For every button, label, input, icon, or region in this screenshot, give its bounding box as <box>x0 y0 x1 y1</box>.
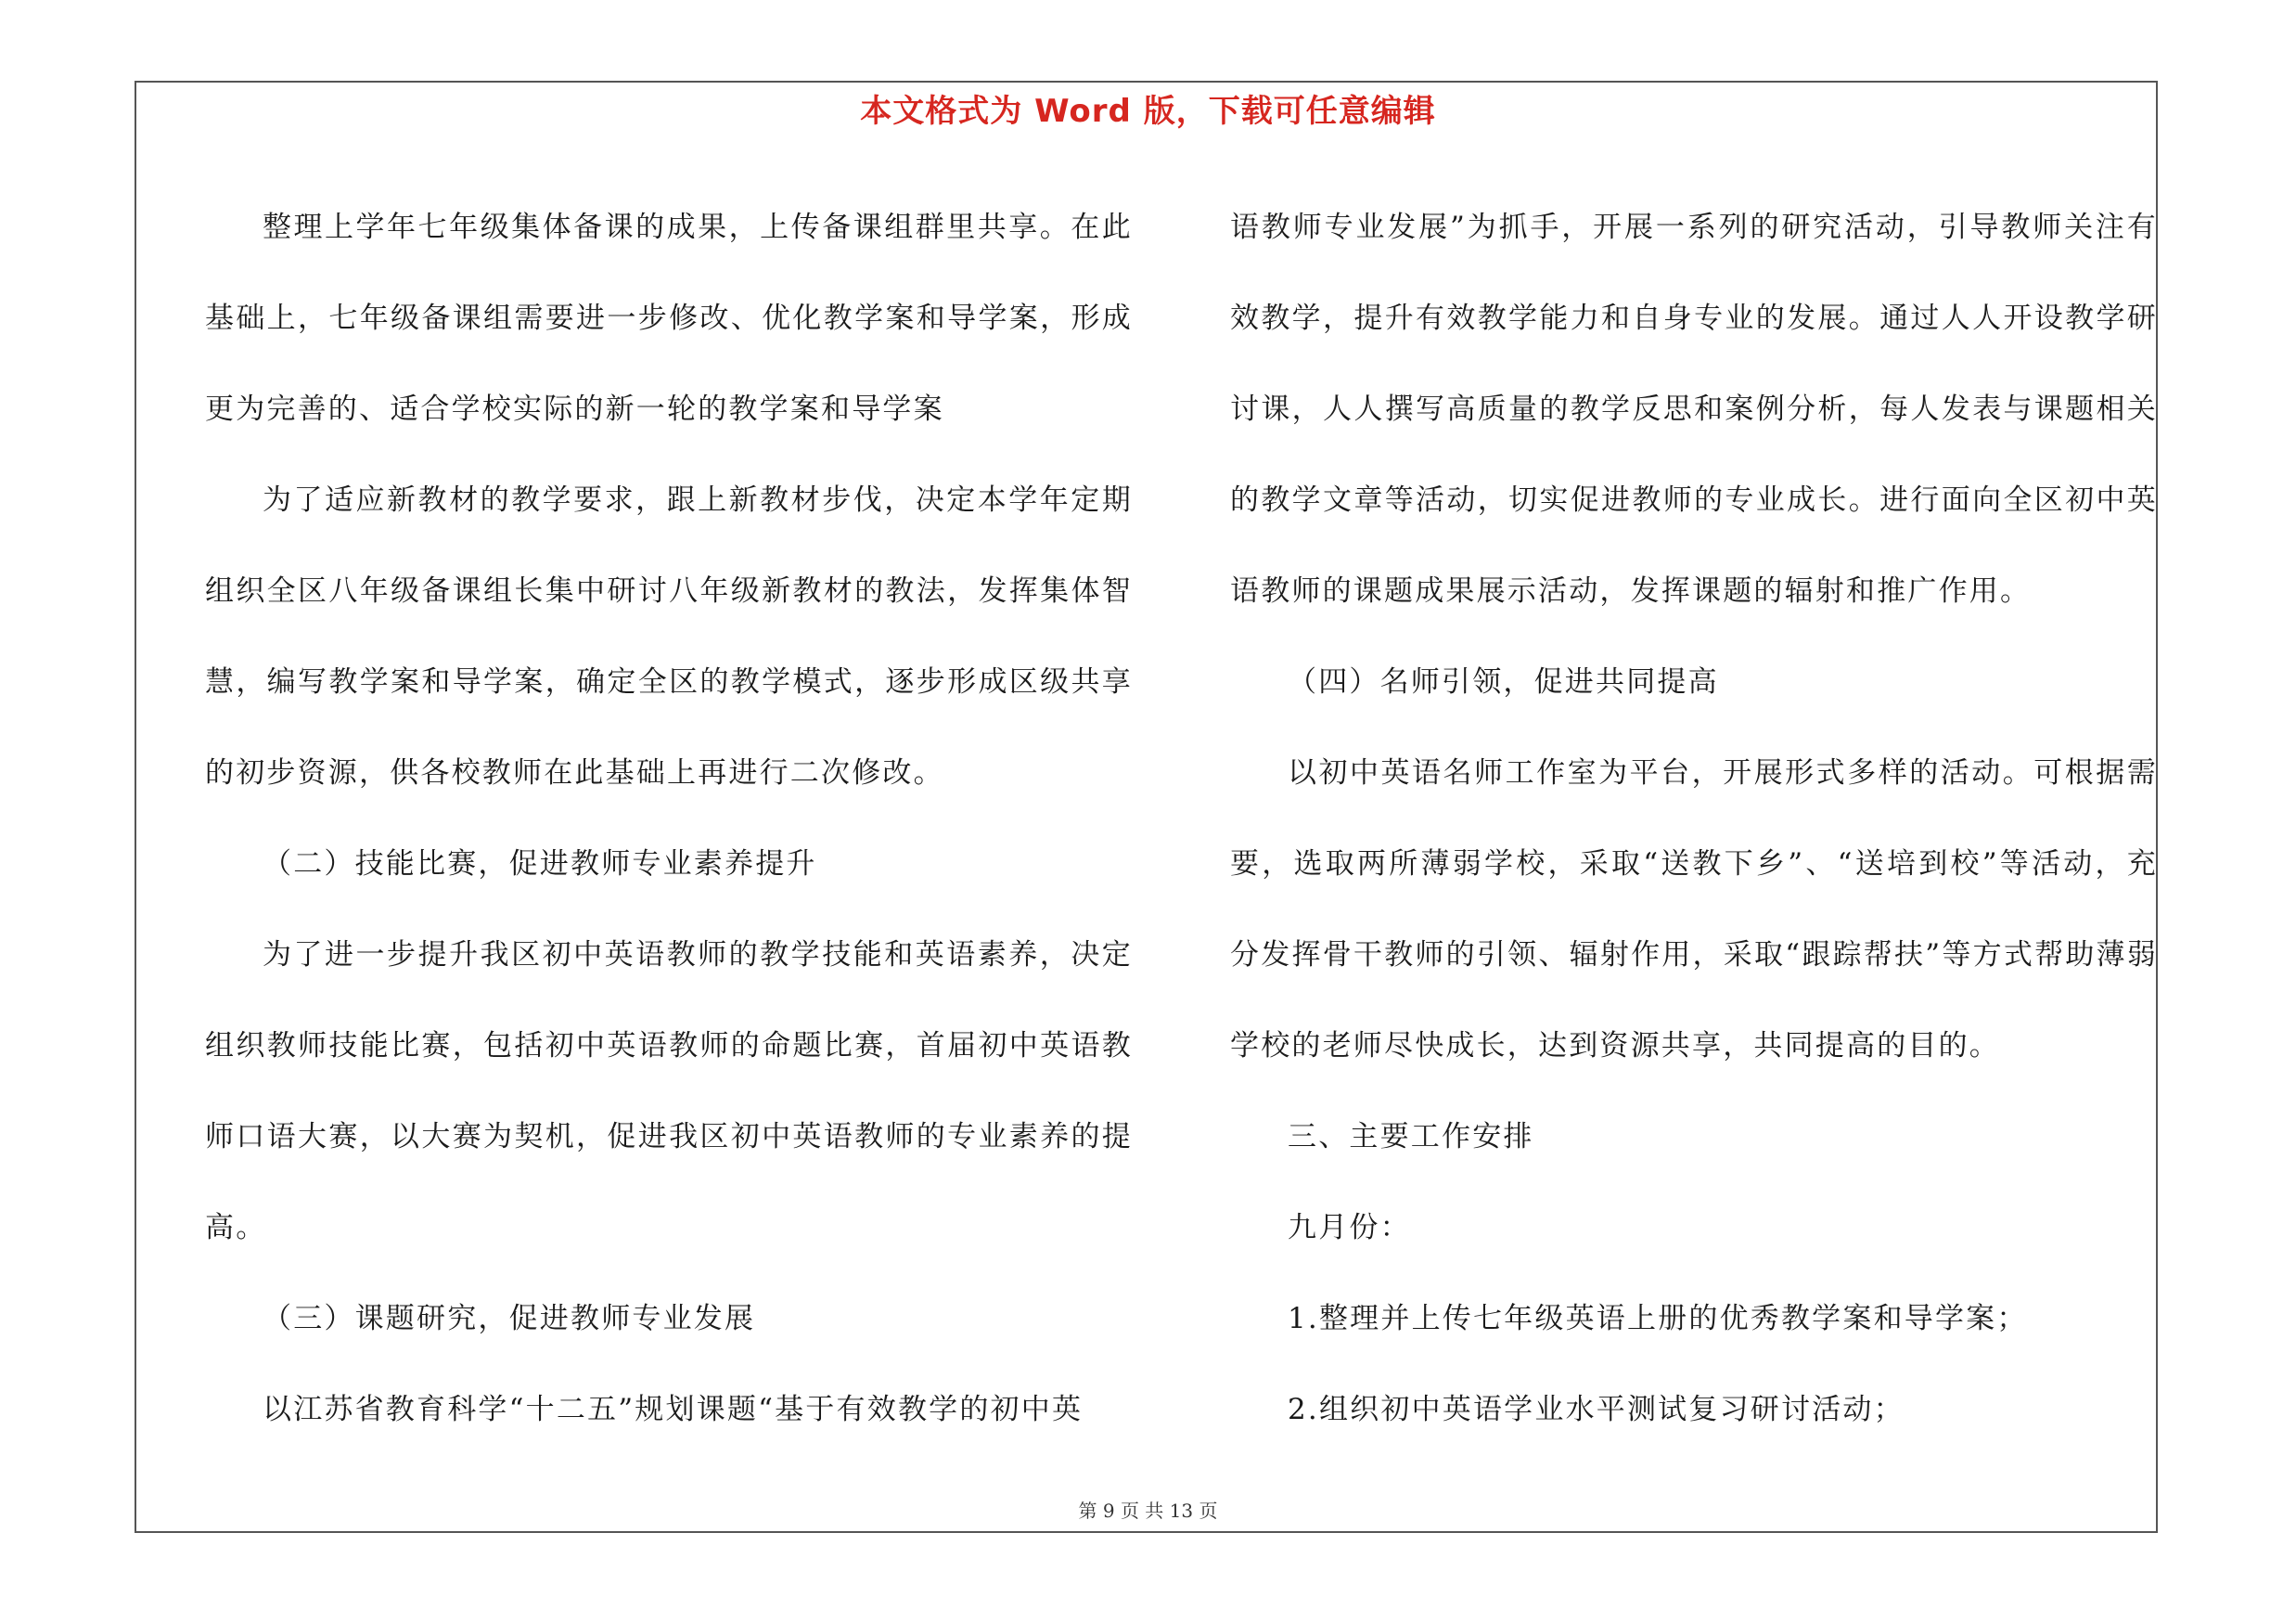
paragraph: 整理上学年七年级集体备课的成果，上传备课组群里共享。在此基础上，七年级备课组需要进一步修改、优化教学案和导学案，形成更为完善的、适合学校实际的新一轮的教学案和导学案 <box>205 211 1133 426</box>
paragraph: 以江苏省教育科学“十二五”规划课题“基于有效教学的初中英 <box>263 1393 1084 1426</box>
paragraph: 为了适应新教材的教学要求，跟上新教材步伐，决定本学年定期组织全区八年级备课组长集中研讨八年级新教材的教法，发挥集体智慧，编写教学案和导学案，确定全区的教学模式，逐步形成区级共享的初步资源，供各校教师在此基础上再进行二次修改。 <box>205 483 1133 790</box>
section-heading: （四）名师引领，促进共同提高 <box>1288 665 1719 699</box>
section-heading: 三、主要工作安排 <box>1288 1120 1534 1153</box>
right-column <box>1230 182 2158 1455</box>
paragraph: 为了进一步提升我区初中英语教师的教学技能和英语素养，决定组织教师技能比赛，包括初中英语教师的命题比赛，首届初中英语教师口语大赛，以大赛为契机，促进我区初中英语教师的专业素养的提高。 <box>205 938 1133 1244</box>
section-heading: （三）课题研究，促进教师专业发展 <box>263 1302 756 1335</box>
page-number: 第 9 页 共 13 页 <box>1078 1500 1218 1522</box>
list-item: 1.整理并上传七年级英语上册的优秀教学案和导学案； <box>1288 1302 2028 1335</box>
paragraph: 以初中英语名师工作室为平台，开展形式多样的活动。可根据需要，选取两所薄弱学校，采取“送教下乡”、“送培到校”等活动，充分发挥骨干教师的引领、辐射作用，采取“跟踪帮扶”等方式帮助薄弱学校的老师尽快成长，达到资源共享，共同提高的目的。 <box>1230 756 2158 1063</box>
section-heading: （二）技能比赛，促进教师专业素养提升 <box>263 847 817 881</box>
paragraph-continued: 语教师专业发展”为抓手，开展一系列的研究活动，引导教师关注有效教学，提升有效教学能力和自身专业的发展。通过人人开设教学研讨课，人人撰写高质量的教学反思和案例分析，每人发表与课题相关的教学文章等活动，切实促进教师的专业成长。进行面向全区初中英语教师的课题成果展示活动，发挥课题的辐射和推广作用。 <box>1230 211 2158 608</box>
month-heading: 九月份： <box>1288 1211 1411 1244</box>
header-banner: 本文格式为 Word 版，下载可任意编辑 <box>860 93 1436 130</box>
list-item: 2.组织初中英语学业水平测试复习研讨活动； <box>1288 1393 1905 1426</box>
left-column <box>205 182 1133 1455</box>
